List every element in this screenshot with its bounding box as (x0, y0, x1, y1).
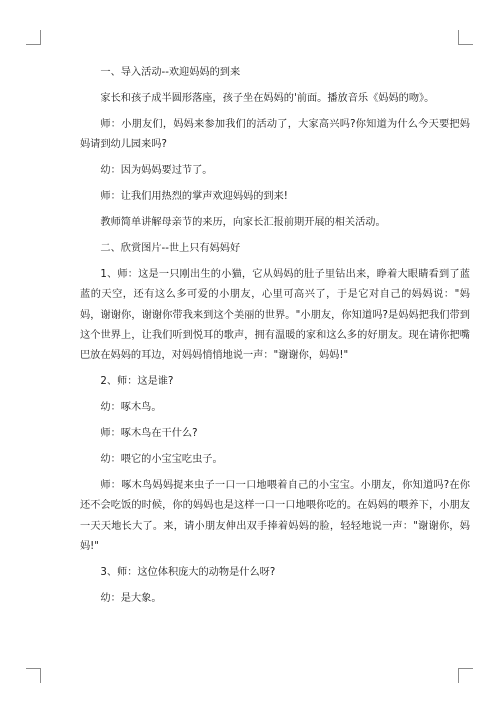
paragraph: 师：啄木鸟在干什么? (100, 428, 198, 440)
crop-mark-bottom-right (458, 668, 473, 683)
paragraph: 师：让我们用热烈的掌声欢迎妈妈的到来! (100, 191, 288, 203)
paragraph: 幼：是大象。 (100, 592, 162, 604)
section-heading-1: 一、导入活动--欢迎妈妈的到来 (100, 67, 241, 78)
paragraph: 师：小朋友们，妈妈来参加我们的活动了，大家高兴吗?你知道为什么今天要把妈妈请到幼儿园来吗? (80, 118, 470, 151)
paragraph: 幼：喂它的小宝宝吃虫子。 (100, 454, 223, 465)
document-body (80, 63, 470, 615)
crop-mark-top-left (26, 30, 41, 45)
paragraph: 家长和孩子成半圆形落座，孩子坐在妈妈的'前面。播放音乐《妈妈的吻》。 (100, 92, 435, 104)
paragraph: 幼：啄木鸟。 (100, 402, 162, 414)
paragraph: 3、师：这位体积庞大的动物是什么呀? (100, 567, 276, 579)
section-heading-2: 二、欣赏图片--世上只有妈妈好 (100, 242, 241, 254)
paragraph: 师：啄木鸟妈妈捉来虫子一口一口地喂着自己的小宝宝。小朋友，你知道吗?在你还不会吃饭的时候，你的妈妈也是这样一口一口地喂你吃的。在妈妈的喂养下，小朋友一天天地长大了。来，请小朋友伸出双手捧着妈妈的脸，轻轻地说一声："谢谢你，妈妈!" (80, 479, 470, 553)
crop-mark-top-right (458, 30, 473, 45)
paragraph: 幼：因为妈妈要过节了。 (100, 165, 213, 177)
paragraph: 1、师：这是一只刚出生的小猫，它从妈妈的肚子里钻出来，睁着大眼睛看到了蓝蓝的天空，还有这么多可爱的小朋友，心里可高兴了，于是它对自己的妈妈说："妈妈，谢谢你，谢谢你带我来到这个美丽的世界。"小朋友，你知道吗?是妈妈把我们带到这个世界上，让我们听到悦耳的歌声，拥有温暖的家和这么多的好朋友。现在请你把嘴巴放在妈妈的耳边，对妈妈悄悄地说一声："谢谢你，妈妈!" (80, 268, 470, 362)
crop-mark-bottom-left (26, 668, 41, 683)
paragraph: 教师简单讲解母亲节的来历，向家长汇报前期开展的相关活动。 (100, 216, 386, 228)
paragraph: 2、师：这是谁? (100, 376, 174, 388)
